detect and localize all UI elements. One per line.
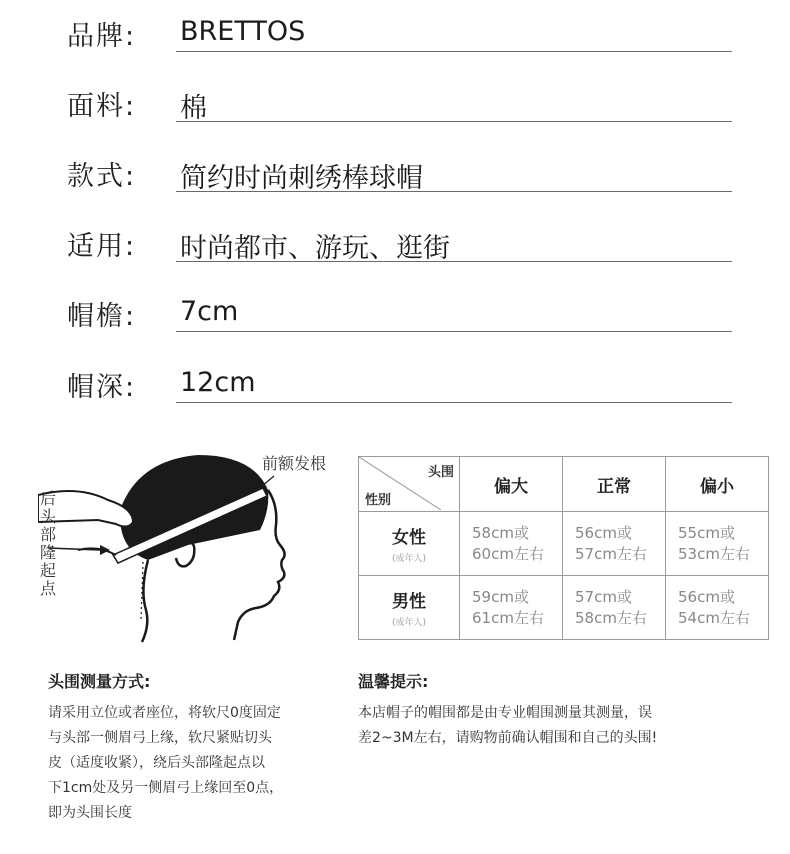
size-value: 56cm或 (678, 587, 735, 606)
tip-line: 本店帽子的帽围都是由专业帽围测量其测量，误 (358, 705, 652, 721)
spec-value: 12cm (180, 367, 256, 398)
gender-note: (成年人) (391, 554, 427, 564)
table-corner-cell (359, 457, 460, 512)
instruction-line: 皮（适度收紧），绕后头部隆起点以 (48, 755, 265, 771)
size-value: 57cm或 (575, 587, 632, 606)
size-value: 59cm或 (472, 587, 529, 606)
tips-title: 温馨提示: (358, 672, 429, 691)
instruction-line: 下1cm处及另一侧眉弓上缘回至0点， (48, 780, 284, 796)
size-cell (460, 512, 563, 576)
size-cell (666, 576, 769, 640)
size-value: 61cm左右 (472, 608, 544, 627)
front-hairline-label: 前额发根 (262, 454, 327, 473)
spec-row-depth (0, 355, 790, 425)
header-circumference: 头围 (427, 465, 454, 480)
spec-row-fabric (0, 74, 790, 144)
spec-label: 帽深: (67, 372, 137, 403)
divider (176, 191, 732, 192)
size-value: 56cm或 (575, 523, 632, 542)
divider (176, 121, 732, 122)
size-cell (666, 512, 769, 576)
divider (176, 331, 732, 332)
spec-value: 简约时尚刺绣棒球帽 (180, 163, 423, 194)
spec-value: 7cm (180, 296, 239, 327)
table-row (359, 576, 769, 640)
size-value: 53cm左右 (678, 544, 750, 563)
table-header-row (359, 457, 769, 512)
gender-cell (359, 512, 460, 576)
gender-note: (成年人) (391, 618, 427, 628)
size-cell (460, 576, 563, 640)
divider (176, 51, 732, 52)
column-header: 偏小 (666, 457, 769, 512)
divider (176, 261, 732, 262)
size-value: 58cm左右 (575, 608, 647, 627)
instruction-line: 与头部一侧眉弓上缘，软尺紧贴切头 (48, 730, 272, 746)
tips-text (358, 701, 758, 751)
measure-title: 头围测量方式: (48, 672, 151, 691)
size-value: 58cm或 (472, 523, 529, 542)
spec-row-brand (0, 4, 790, 74)
table-row (359, 512, 769, 576)
back-head-label: 后头部隆起点 (40, 489, 57, 598)
instruction-line: 即为头围长度 (48, 805, 132, 821)
column-header: 偏大 (460, 457, 563, 512)
instruction-line: 请采用立位或者座位，将软尺0度固定 (48, 705, 281, 721)
column-header: 正常 (563, 457, 666, 512)
measure-instructions (48, 701, 348, 826)
head-measurement-illustration (38, 450, 348, 650)
size-table (358, 456, 769, 640)
spec-value: 棉 (180, 93, 207, 124)
size-value: 57cm左右 (575, 544, 647, 563)
gender-label: 女性 (392, 528, 426, 548)
size-value: 60cm左右 (472, 544, 544, 563)
spec-row-brim (0, 284, 790, 354)
tip-line: 差2~3M左右，请购物前确认帽围和自己的头围! (358, 730, 658, 746)
gender-cell (359, 576, 460, 640)
spec-label: 面料: (67, 91, 137, 122)
divider (176, 402, 732, 403)
spec-label: 帽檐: (67, 301, 137, 332)
size-cell (563, 512, 666, 576)
spec-value: BRETTOS (180, 16, 306, 47)
size-value: 55cm或 (678, 523, 735, 542)
spec-row-style (0, 144, 790, 214)
header-gender: 性别 (365, 493, 392, 508)
size-cell (563, 576, 666, 640)
spec-row-usage (0, 214, 790, 284)
spec-label: 适用: (67, 231, 137, 262)
spec-value: 时尚都市、游玩、逛街 (180, 233, 450, 264)
spec-label: 品牌: (67, 21, 137, 52)
gender-label: 男性 (392, 592, 426, 612)
spec-label: 款式: (67, 161, 137, 192)
size-value: 54cm左右 (678, 608, 750, 627)
